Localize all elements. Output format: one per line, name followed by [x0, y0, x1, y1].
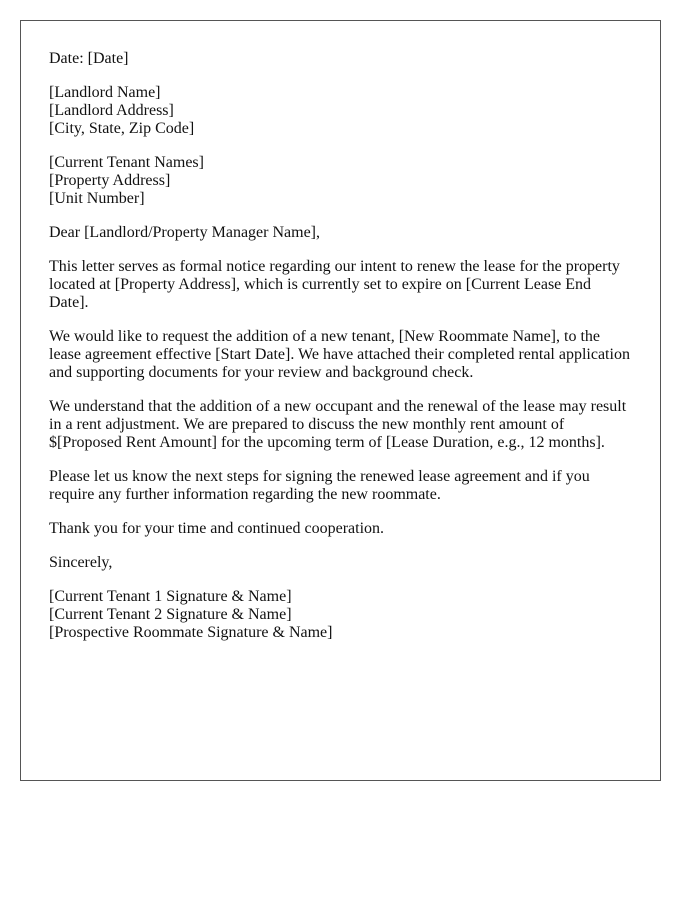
body-paragraph-thanks: Thank you for your time and continued cooperation.	[49, 520, 385, 537]
body-paragraph-rent: We understand that the addition of a new occupant and the renewal of the lease may result in a rent adjustment. We are prepared to discuss the new monthly rent amount of $[Proposed Rent Amount] for the upcoming term of [Lease Duration, e.g., 12 months].	[49, 398, 627, 451]
body-paragraph-intent: This letter serves as formal notice regarding our intent to renew the lease for the property located at [Property Address], which is currently set to expire on [Current Lease End Date].	[49, 258, 620, 311]
date-line: Date: [Date]	[49, 50, 129, 67]
landlord-address-block	[49, 84, 632, 138]
closing: Sincerely,	[49, 554, 113, 571]
tenant-names: [Current Tenant Names]	[49, 154, 204, 171]
signature-tenant-1: [Current Tenant 1 Signature & Name]	[49, 588, 292, 605]
landlord-address: [Landlord Address]	[49, 102, 174, 119]
body-paragraph-next-steps: Please let us know the next steps for signing the renewed lease agreement and if you require any further information regarding the new roommate.	[49, 468, 590, 503]
signature-roommate: [Prospective Roommate Signature & Name]	[49, 624, 333, 641]
unit-number: [Unit Number]	[49, 190, 145, 207]
landlord-city: [City, State, Zip Code]	[49, 120, 195, 137]
landlord-name: [Landlord Name]	[49, 84, 161, 101]
body-paragraph-new-tenant: We would like to request the addition of a new tenant, [New Roommate Name], to the lease agreement effective [Start Date]. We have attached their completed rental application and supporting documents for your review and background check.	[49, 328, 630, 381]
tenant-address-block	[49, 154, 632, 208]
signature-block	[49, 588, 632, 642]
salutation: Dear [Landlord/Property Manager Name],	[49, 224, 320, 241]
property-address: [Property Address]	[49, 172, 171, 189]
letter-page	[20, 20, 661, 781]
signature-tenant-2: [Current Tenant 2 Signature & Name]	[49, 606, 292, 623]
